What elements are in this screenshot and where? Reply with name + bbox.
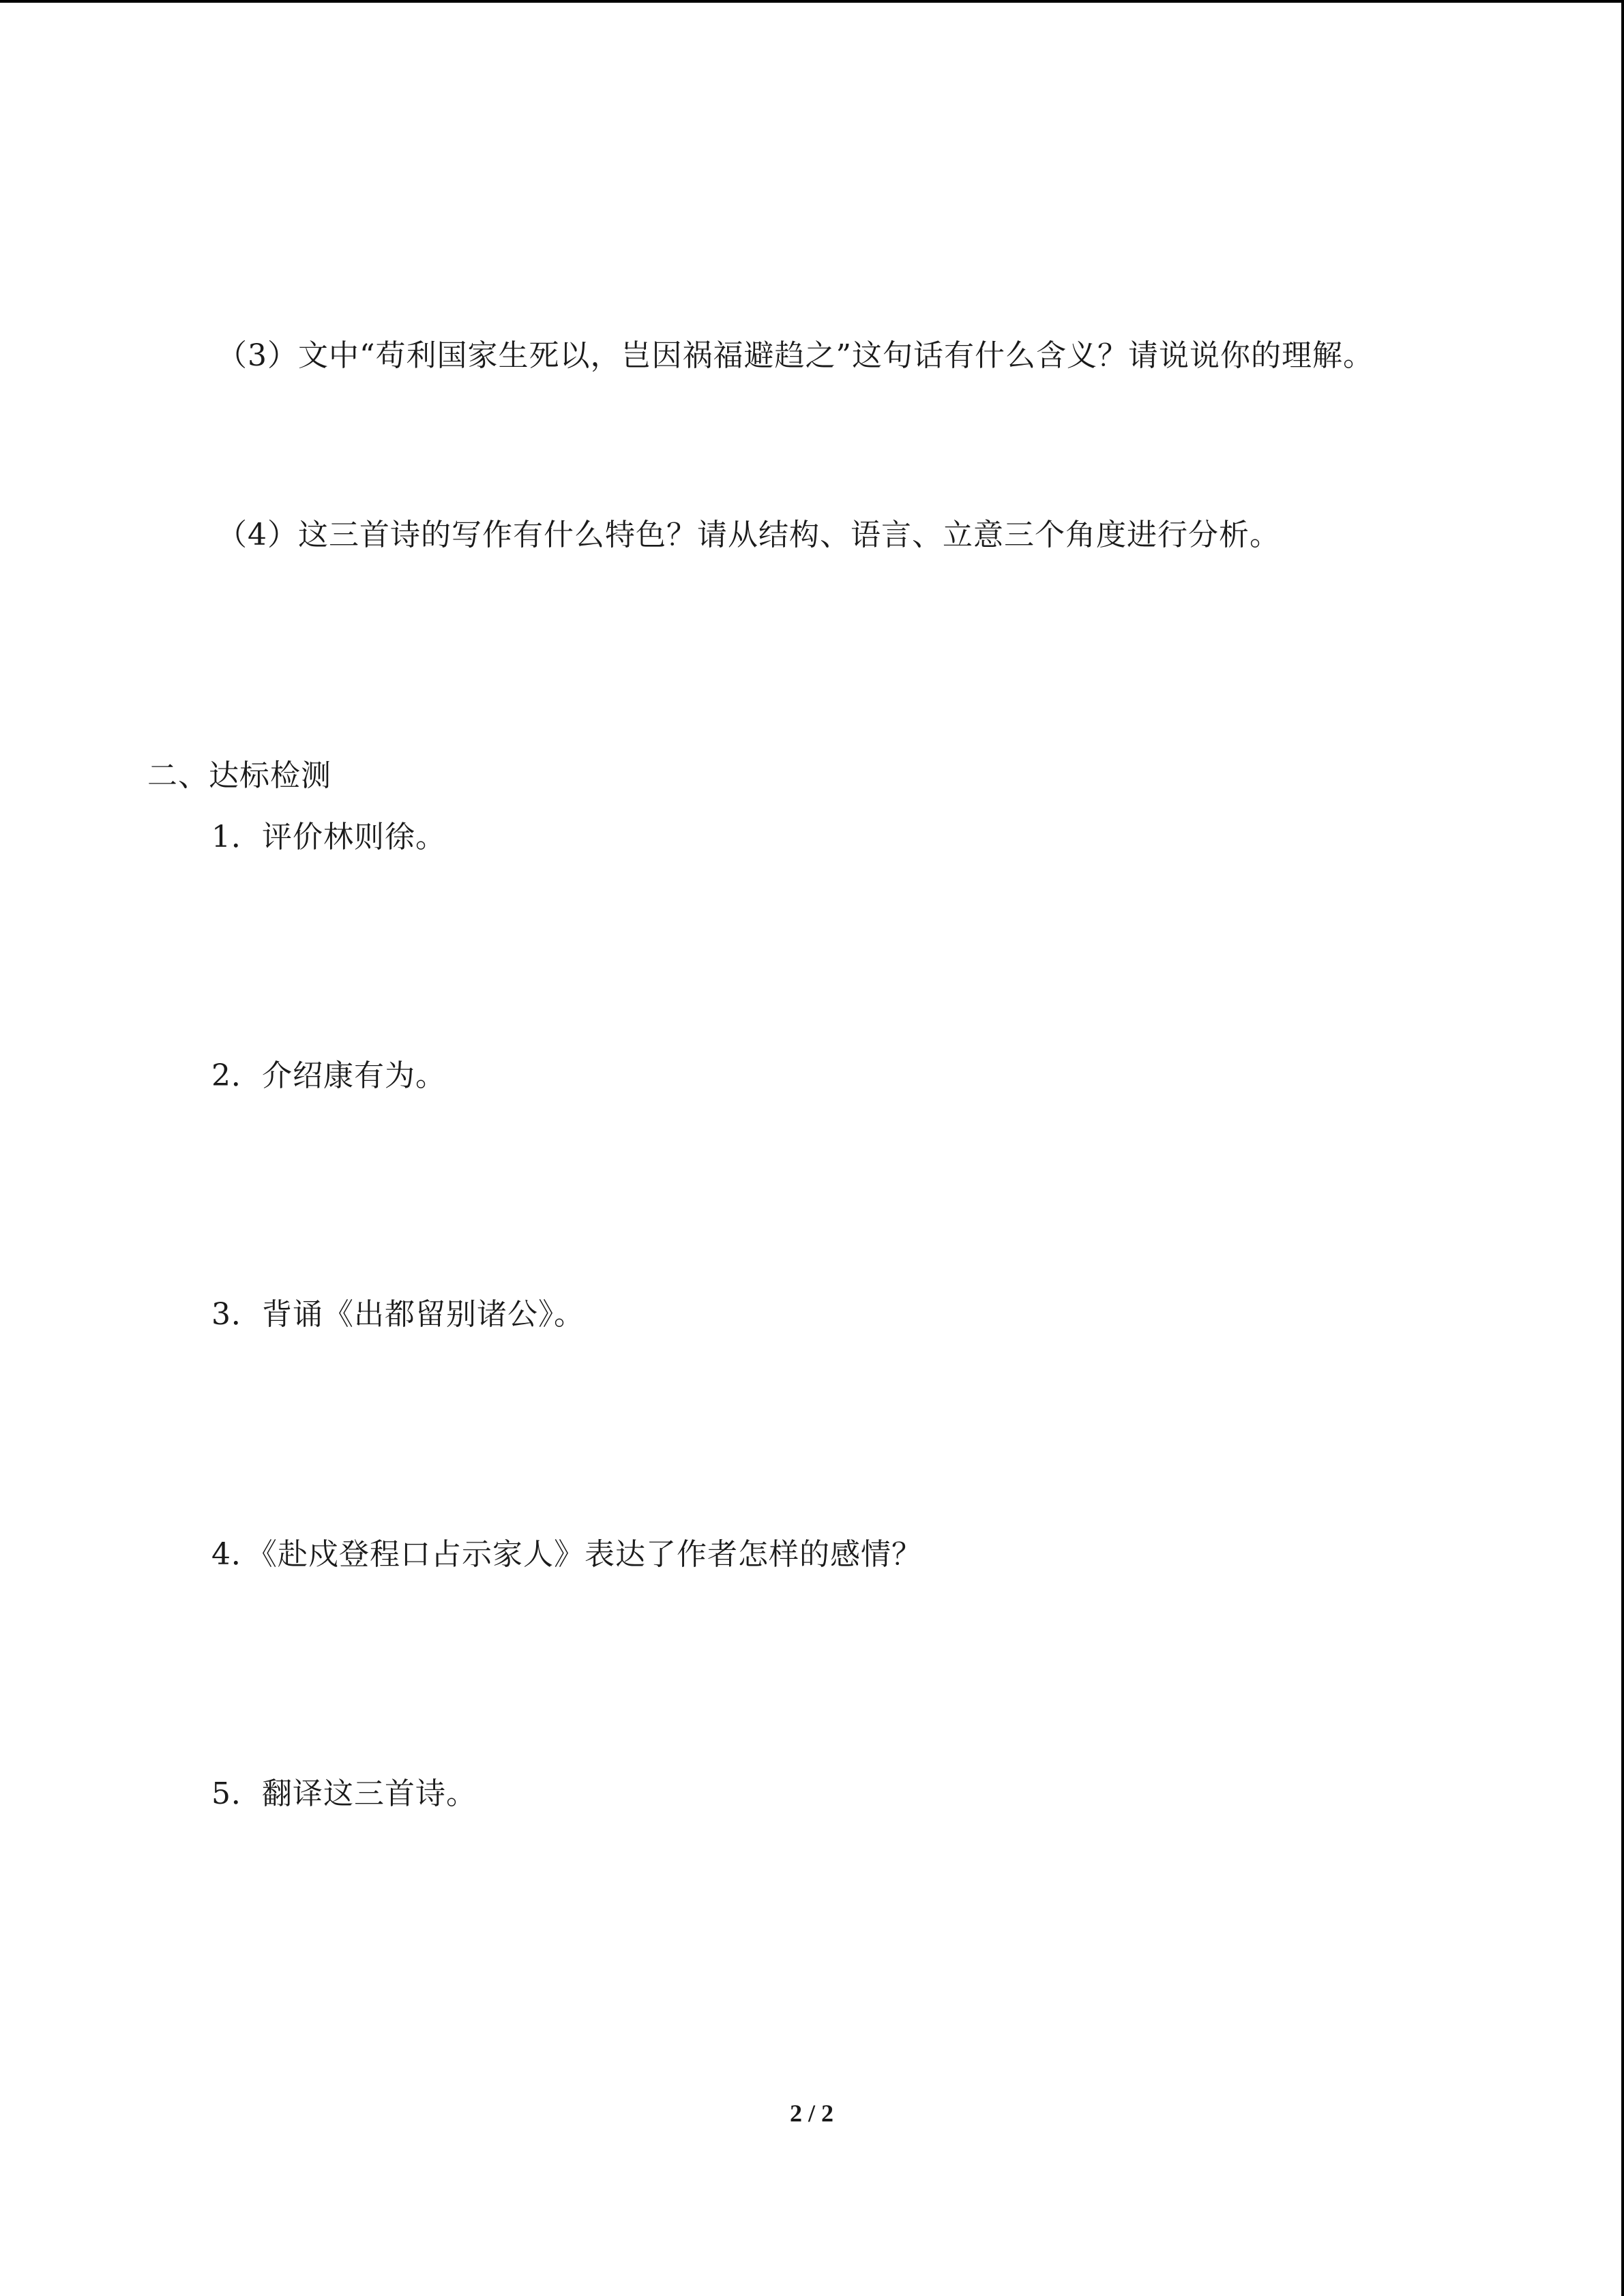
question-4: （4）这三首诗的写作有什么特色？请从结构、语言、立意三个角度进行分析。 xyxy=(217,518,1280,552)
top-border-line xyxy=(0,0,1624,3)
test-item-2: 2．介绍康有为。 xyxy=(211,1058,446,1093)
test-item-1: 1．评价林则徐。 xyxy=(211,820,446,854)
right-border-line xyxy=(1621,0,1624,2296)
question-3: （3）文中“苟利国家生死以，岂因祸福避趋之”这句话有什么含义？请说说你的理解。 xyxy=(217,338,1374,373)
test-item-3: 3．背诵《出都留别诸公》。 xyxy=(211,1297,585,1332)
section-title: 二、达标检测 xyxy=(147,758,331,793)
test-item-4: 4．《赴戍登程口占示家人》表达了作者怎样的感情？ xyxy=(211,1537,922,1572)
page-number: 2 / 2 xyxy=(789,2100,833,2127)
test-item-5: 5．翻译这三首诗。 xyxy=(211,1776,477,1811)
